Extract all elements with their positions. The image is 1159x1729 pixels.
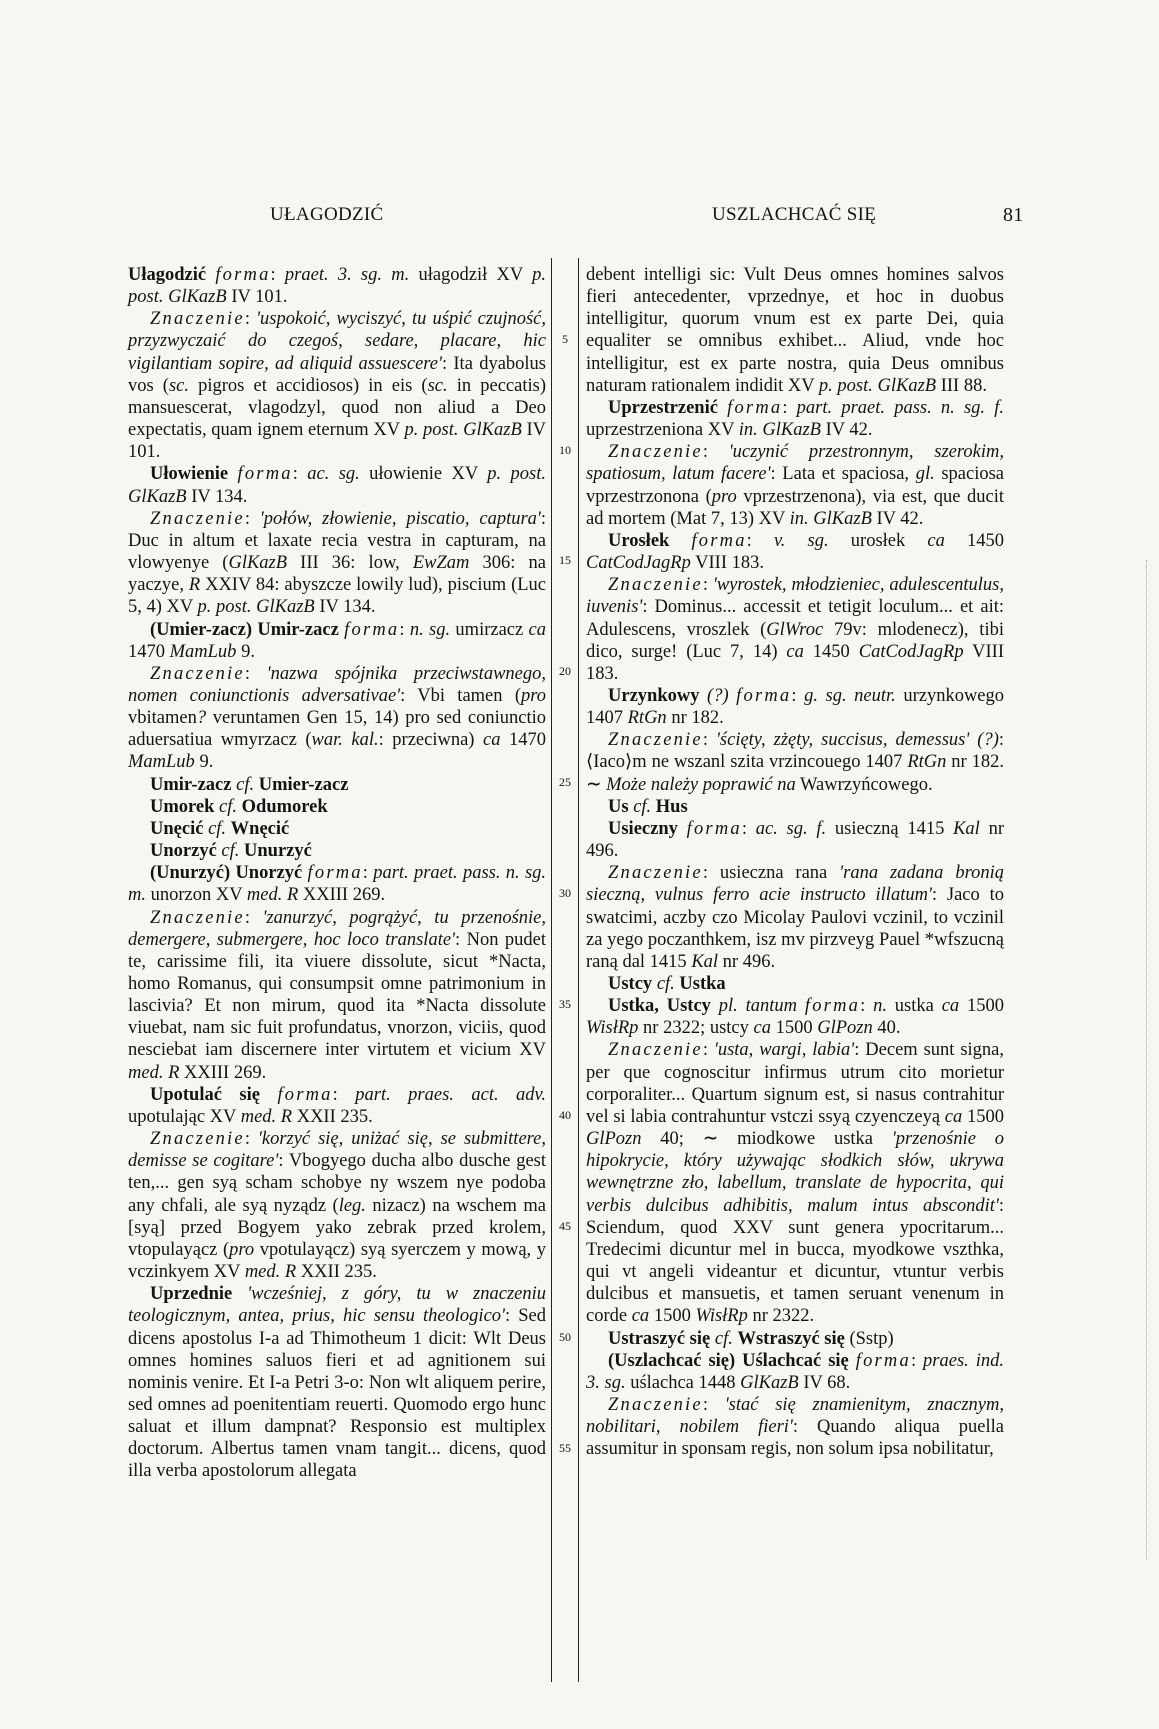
line-number: 15 — [559, 553, 571, 567]
line-number: 30 — [559, 886, 571, 900]
entry-ulagodzic: Ułagodzić forma: praet. 3. sg. m. ułagodził XV p. post. GlKazB IV 101. — [128, 265, 547, 308]
meaning-umir-zacz: Znaczenie: 'nazwa spójnika przeciwstawnego, nomen coniunctionis adversativae': Vbi tamen (pro vbitamen? veruntamen Gen 15, 14) pro sed coniunctio aduersatiua wmyrzacz (war. kal.: przeciwna) ca 1470 MamLub 9. — [128, 663, 547, 773]
entry-upotulac-sie: Upotulać się forma: part. praes. act. adv. upotulając XV med. R XXII 235. — [128, 1084, 547, 1127]
line-number: 55 — [559, 1441, 571, 1455]
scan-edge — [1146, 560, 1148, 1560]
right-column — [586, 264, 1004, 1460]
meaning-uprzestrzenic: Znaczenie: 'uczynić przestronnym, szerokim, spatiosum, latum facere': Lata et spaciosa, gl. spaciosa vprzestrzonona (pro vprzestrzenona), via est, que ducit ad mortem (Mat 7, 13) XV in. GlKazB IV 42. — [586, 442, 1004, 529]
cross-reference: Unęcić cf. Wnęcić — [150, 818, 290, 839]
meaning-uszlachcac-sie: Znaczenie: 'stać się znamienitym, znacznym, nobilitari, nobilem fieri': Quando aliqua puella assumitur in sponsam regis, non solum ipsa nobilitatur, — [586, 1394, 1004, 1460]
meaning-uroslek: Znaczenie: 'wyrostek, młodzieniec, adulescentulus, iuvenis': Dominus... accessit et tetigit loculum... et ait: Adulescens, vroszlek (GlWroc 79v: mlodenecz), tibi dico, surge! (Luc 7, 14) ca 1450 CatCodJagRp VIII 183. — [586, 575, 1005, 684]
meaning-usieczny: Znaczenie: usieczna rana 'rana zadana bronią sieczną, vulnus ferro acie instructo illatum': Jaco to swatcimi, aczby czo Micolay Paulovi vczinil, to vczinil za yego poczanthkem, isz mv pirzveyg Pauel *wfszucną raną dal 1415 Kal nr 496. — [586, 863, 1004, 972]
cross-reference: Ustraszyć się cf. Wstraszyć się (Sstp) — [608, 1328, 894, 1349]
page-number: 81 — [1003, 204, 1024, 226]
entry-umir-zacz: (Umier-zacz) Umir-zacz forma: n. sg. umirzacz ca 1470 MamLub 9. — [128, 619, 547, 662]
continuation-uprzednie: debent intelligi sic: Vult Deus omnes homines salvos fieri antecedenter, vprzednye, et hoc in duobus intelligitur, quorum vnum est ex parte Dei, quia equaliter se omnibus exhibet... Aliud, vnde hoc intelligitur, est ex parte nostra, quia Deus omnibus naturam rationalem indidit XV p. post. GlKazB III 88. — [586, 265, 1004, 396]
cross-reference: Us cf. Hus — [608, 796, 688, 817]
meaning-unurzyc: Znaczenie: 'zanurzyć, pogrążyć, tu przenośnie, demergere, submergere, hoc loco translate': Non pudet te, carissime fili, ita viuere dissolute, sicut *Nacta, homo Romanus, qui consumpsit omne patrimonium in lascivia? Et non mirum, quod ita *Nacta dissolute viuebat, nam sic fuit profundatus, vnorzon, viciis, quod nesciebat iam discernere inter virtutem et vicium XV med. R XXIII 269. — [128, 907, 546, 1083]
meaning-ustka: Znaczenie: 'usta, wargi, labia': Decem sunt signa, per que cognoscitur infirmus utrum cito morietur corporaliter... Quartum signum est, si nasus contrahitur vel si labia contrahuntur vstczi ssyą czyenczeyą ca 1500 GlPozn 40; ∼ miodkowe ustka 'przenośnie o hipokrycie, który używając słodkich słów, ukrywa wewnętrzne zło, labellum, translate de hypocrita, qui verbis dulcibus adhibitis, malum intus abscondit': Sciendum, quod XXV sunt genera ypocritarum... Tredecimi dicuntur mel in bucca, myodkowe vszthka, qui vt angeli videantur et dicuntur, vtuntur verbis dulcibus et mansuetis, et tamen seruant venenum in corde ca 1500 WisłRp nr 2322. — [586, 1040, 1005, 1327]
meaning-ulagodzic: Znaczenie: 'uspokoić, wyciszyć, tu uśpić czujność, przyzwyczaić do czegoś, sedare, placare, hic vigilantiam sopire, ad aliquid assuescere': Ita dyabolus vos (sc. pigros et accidiosos) in eis (sc. in peccatis) mansuescerat, vlagodzyl, quod non aliud a Deo expectatis, quam ignem eternum XV p. post. GlKazB IV 101. — [128, 309, 547, 463]
line-number: 35 — [559, 997, 571, 1011]
column-rule-right — [578, 258, 579, 1682]
line-number: 5 — [562, 332, 568, 346]
entry-uszlachcac-sie: (Uszlachcać się) Uślachcać się forma: praes. ind. 3. sg. uślachca 1448 GlKazB IV 68. — [586, 1350, 1005, 1393]
entry-usieczny: Usieczny forma: ac. sg. f. usieczną 1415 Kal nr 496. — [586, 818, 1004, 862]
meaning-urzynkowy: Znaczenie: 'ścięty, zżęty, succisus, demessus' (?): ⟨Iaco⟩m ne wszanl szita vrzincouego 1407 RtGn nr 182. ∼ Może należy poprawić na Wawrzyńcowego. — [586, 730, 1005, 795]
column-rule-left — [551, 258, 552, 1682]
cross-reference: Unorzyć cf. Unurzyć — [150, 841, 312, 862]
line-number: 10 — [559, 443, 571, 457]
line-number: 50 — [559, 1330, 571, 1344]
cross-reference: Umir-zacz cf. Umier-zacz — [150, 774, 349, 795]
cross-reference: Umorek cf. Odumorek — [150, 796, 328, 817]
cross-reference: Ustcy cf. Ustka — [608, 974, 726, 994]
entry-uprzestrzenic: Uprzestrzenić forma: part. praet. pass. n. sg. f. uprzestrzeniona XV in. GlKazB IV 42. — [586, 397, 1005, 441]
meaning-upotulac-sie: Znaczenie: 'korzyć się, uniżać się, se submittere, demisse se cogitare': Vbogyego ducha albo dusche gest ten,... gen syą scham schobye ny wszem nye podoba any chfali, ale syą nyządz (leg. nizacz) na wschem ma [syą] przed Bogyem yako zebrak przed krolem, vtopulayącz (pro vpotulayącz) syą syerczem y mową, y vczinkyem XV med. R XXII 235. — [128, 1129, 546, 1283]
entry-ustka: Ustka, Ustcy pl. tantum forma: n. ustka ca 1500 WisłRp nr 2322; ustcy ca 1500 GlPozn 40. — [586, 996, 1005, 1039]
entry-uprzednie: Uprzednie 'wcześniej, z góry, tu w znaczeniu teologicznym, antea, prius, hic sensu theologico': Sed dicens apostolus I-a ad Thimotheum 1 dicit: Wlt Deus omnes homines saluos fieri et ad agnitionem sui nominis venire. Et I-a Petri 3-o: Non wlt aliquem perire, sed omnes ad poenitentiam reuerti. Quomodo ergo hunc saluat et illum dampnat? Responsio est multiplex doctorum. Albertus tamen vnam tangit... dicens, quod illa verba apostolorum allegata — [128, 1284, 547, 1482]
entry-unurzyc: (Unurzyć) Unorzyć forma: part. praet. pass. n. sg. m. unorzon XV med. R XXIII 269. — [128, 863, 547, 906]
line-number: 20 — [559, 664, 571, 678]
running-head-left: UŁAGODZIĆ — [270, 204, 384, 225]
meaning-ulowienie: Znaczenie: 'połów, złowienie, piscatio, captura': Duc in altum et laxate recia vestra in capturam, na vlowyenye (GlKazB III 36: low, EwZam 306: na yaczye, R XXIV 84: abyszcze lowily lud), piscium (Luc 5, 4) XV p. post. GlKazB IV 134. — [128, 508, 547, 618]
running-head-right: USZLACHCAĆ SIĘ — [712, 204, 877, 225]
left-column — [128, 264, 546, 1483]
line-number: 45 — [559, 1219, 571, 1233]
line-number: 40 — [559, 1108, 571, 1122]
entry-uroslek: Urosłek forma: v. sg. urosłek ca 1450 CatCodJagRp VIII 183. — [586, 530, 1004, 574]
entry-urzynkowy: Urzynkowy (?) forma: g. sg. neutr. urzynkowego 1407 RtGn nr 182. — [586, 685, 1005, 729]
line-number: 25 — [559, 775, 571, 789]
entry-ulowienie: Ułowienie forma: ac. sg. ułowienie XV p. post. GlKazB IV 134. — [128, 464, 547, 507]
